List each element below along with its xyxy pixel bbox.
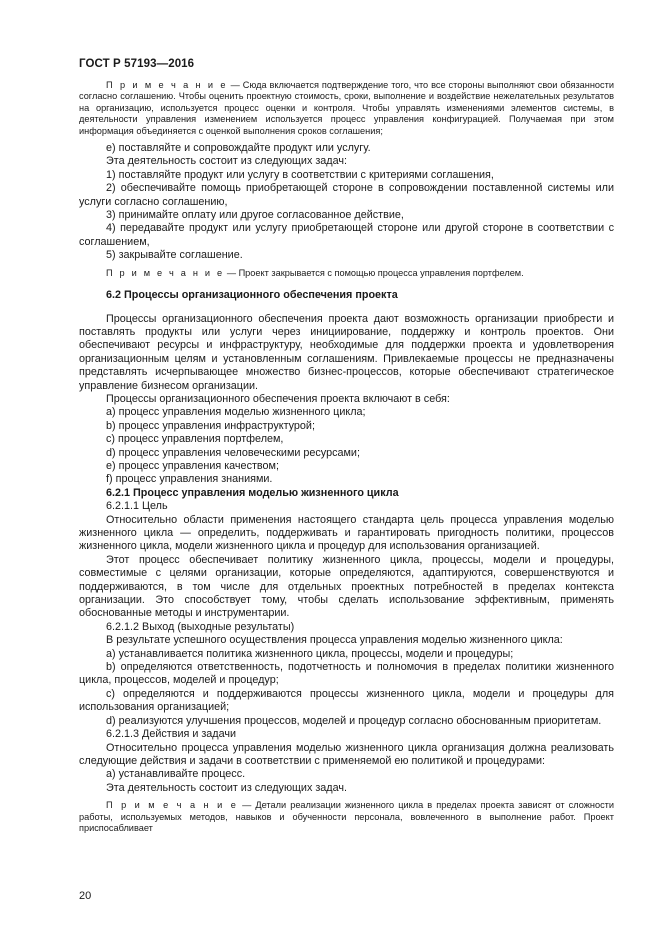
list-item: d) реализуются улучшения процессов, моделей и процедур согласно обоснованным приоритетам. bbox=[106, 714, 602, 727]
list-item: d) процесс управления человеческими ресурсами; bbox=[106, 446, 360, 459]
section-heading: 6.2 Процессы организационного обеспечения проекта bbox=[106, 289, 398, 302]
note-label: П р и м е ч а н и е bbox=[106, 800, 239, 811]
note-label: П р и м е ч а н и е bbox=[106, 80, 228, 90]
clause-title: 6.2.1.2 Выход (выходные результаты) bbox=[106, 620, 295, 633]
paragraph: Относительно процесса управления моделью жизненного цикла организация должна реализовать следующие действия и задачи в соответствии с применяемой ею политикой и процедурами: bbox=[79, 741, 614, 767]
subsection-heading: 6.2.1 Процесс управления моделью жизненного цикла bbox=[106, 486, 399, 499]
list-item: 3) принимайте оплату или другое согласованное действие, bbox=[106, 209, 404, 222]
clause-title: 6.2.1.3 Действия и задачи bbox=[106, 728, 237, 741]
paragraph: Процессы организационного обеспечения проекта включают в себя: bbox=[106, 392, 450, 405]
clause-title: 6.2.1.1 Цель bbox=[106, 500, 168, 513]
paragraph: Относительно области применения настоящего стандарта цель процесса управления моделью жизненного цикла — определить, поддерживать и гарантировать пригодность политики, процессов жизненного цикла, модели жизненного цикла и процедур для использования организацией. bbox=[79, 513, 614, 553]
list-item: 2) обеспечивайте помощь приобретающей стороне в сопровождении поставленной системы или услуги согласно соглашению, bbox=[79, 182, 614, 208]
paragraph: Эта деятельность состоит из следующих задач: bbox=[106, 155, 348, 168]
list-item: а) устанавливайте процесс. bbox=[106, 768, 246, 781]
page-content bbox=[79, 80, 614, 834]
paragraph: Этот процесс обеспечивает политику жизненного цикла, процессы, модели и процедуры, совместимые с целями организации, которые определяются, адаптируются, совершенствуются и поддерживаются, в том числе для отдельных проектных потребностей в пределах контекста организации. Это способствует тому, чтобы сделать использование эффективным, применять обоснованные методы и инструментарии. bbox=[79, 553, 614, 620]
note-paragraph bbox=[79, 80, 614, 137]
paragraph: В результате успешного осуществления процесса управления моделью жизненного цикла: bbox=[106, 634, 563, 647]
note-paragraph bbox=[79, 268, 614, 279]
list-item: а) устанавливается политика жизненного цикла, процессы, модели и процедуры; bbox=[106, 647, 514, 660]
note-paragraph bbox=[79, 800, 614, 834]
list-item: f) процесс управления знаниями. bbox=[106, 473, 273, 486]
note-label: П р и м е ч а н и е bbox=[106, 267, 225, 278]
list-item: 4) передавайте продукт или услугу приобретающей стороне или другой стороне в соответствии с соглашением, bbox=[79, 222, 614, 248]
paragraph: Процессы организационного обеспечения проекта дают возможность организации приобрести и поставлять продукты или услуги через инициирование, поддержку и контроль проектов. Они обеспечивают ресурсы и инфраструктуру, необходимые для поддержки проекта и удовлетворения организационным целям и установленным соглашениям. Привлекаемые процессы не предназначены представлять исчерпывающее множество бизнес-процессов, которые обеспечивают стратегическое управление бизнесом организации. bbox=[79, 312, 614, 392]
list-item: c) определяются и поддерживаются процессы жизненного цикла, модели и процедуры для использования организацией; bbox=[79, 687, 614, 714]
note-text: — Сюда включается подтверждение того, что все стороны выполняют свои обязанности согласно соглашению. Чтобы оценить проектную стоимость, сроки, выполнение и воздействие нежелательных результатов на организацию, используется процесс оценки и контроля. Чтобы управлять изменениями элементов системы, в деятельности управления изменением используется процесс управления конфигурацией. Получаемая при этом информация объединяется с оценкой выполнения сроков соглашения; bbox=[79, 80, 614, 136]
list-item: a) процесс управления моделью жизненного цикла; bbox=[106, 406, 366, 419]
list-item: c) процесс управления портфелем, bbox=[106, 433, 284, 446]
note-text: — Детали реализации жизненного цикла в пределах проекта зависят от сложности работы, используемых методов, навыков и обученности персонала, вовлеченного в выполнение работ. Проект приспосабливает bbox=[79, 800, 615, 833]
page-number: 20 bbox=[79, 890, 92, 902]
note-text: — Проект закрывается с помощью процесса управления портфелем. bbox=[226, 267, 524, 278]
paragraph: е) поставляйте и сопровождайте продукт или услугу. bbox=[106, 142, 371, 155]
list-item: b) определяются ответственность, подотчетность и полномочия в пределах политики жизненного цикла, процессов, моделей и процедур; bbox=[79, 661, 614, 687]
list-item: b) процесс управления инфраструктурой; bbox=[106, 419, 315, 432]
document-code: ГОСТ Р 57193—2016 bbox=[79, 58, 195, 70]
list-item: 1) поставляйте продукт или услугу в соответствии с критериями соглашения, bbox=[106, 168, 494, 181]
list-item: e) процесс управления качеством; bbox=[106, 459, 279, 472]
list-item: 5) закрывайте соглашение. bbox=[106, 249, 243, 262]
paragraph: Эта деятельность состоит из следующих задач. bbox=[106, 781, 348, 794]
